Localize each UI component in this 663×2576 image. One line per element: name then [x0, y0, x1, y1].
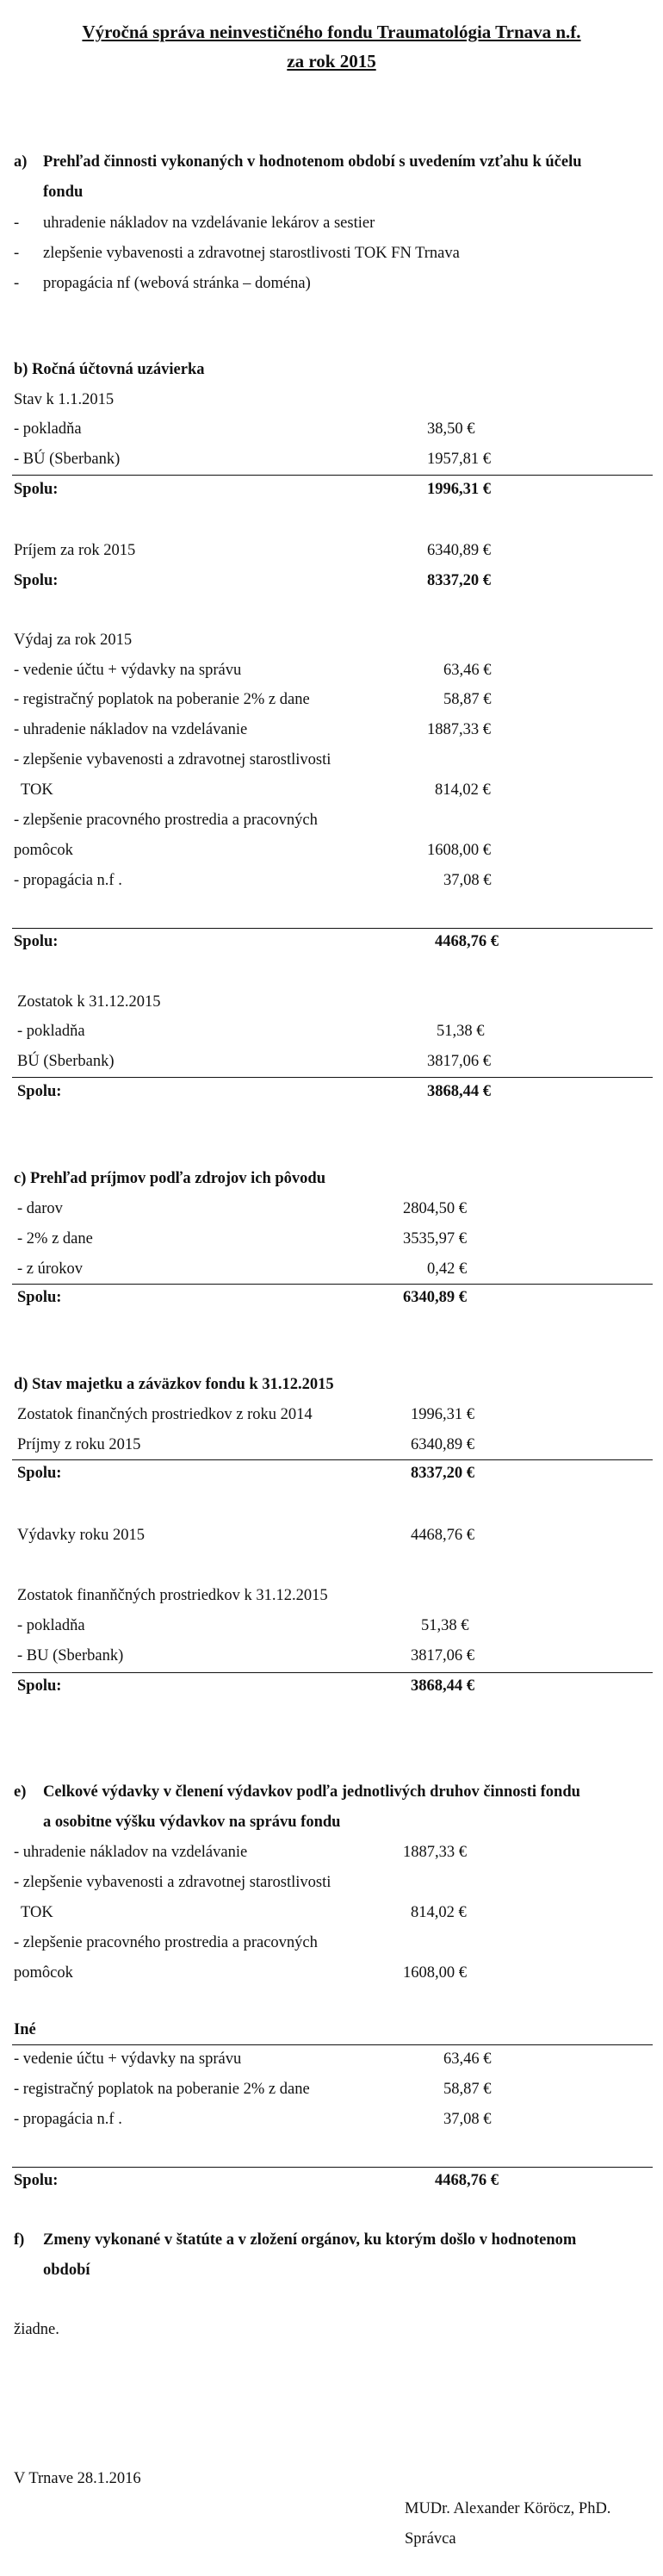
row-label: - vedenie účtu + výdavky na správu: [14, 2050, 242, 2068]
section-f-heading: Zmeny vykonané v štatúte a v zložení orgánov, ku ktorým došlo v hodnotenom: [43, 2231, 577, 2249]
row-value: 814,02 €: [435, 781, 491, 799]
row-value: 1887,33 €: [403, 1844, 467, 1861]
total-label: Spolu:: [17, 1465, 62, 1482]
divider: [12, 475, 653, 476]
row-label: Stav k 1.1.2015: [14, 391, 115, 408]
row-value: 1957,81 €: [427, 451, 491, 468]
section-c-heading: c) Prehľad príjmov podľa zdrojov ich pôvodu: [14, 1170, 326, 1187]
section-e-heading: Celkové výdavky v členení výdavkov podľa jednotlivých druhov činnosti fondu: [43, 1783, 580, 1801]
section-f-heading-cont: období: [43, 2262, 90, 2279]
list-bullet: -: [14, 215, 20, 232]
row-value: 3817,06 €: [411, 1647, 474, 1664]
divider: [12, 928, 653, 929]
row-label: - zlepšenie vybavenosti a zdravotnej starostlivosti: [14, 751, 332, 768]
section-e-heading-cont: a osobitne výšku výdavkov na správu fondu: [43, 1814, 341, 1831]
document-title-year: za rok 2015: [287, 51, 376, 72]
row-label: Výdaj za rok 2015: [14, 632, 133, 649]
total-label: Spolu:: [14, 933, 59, 950]
row-value: 1996,31 €: [411, 1406, 474, 1423]
row-label: Príjem za rok 2015: [14, 542, 136, 559]
row-label: - BU (Sberbank): [17, 1647, 124, 1664]
total-value: 3868,44 €: [411, 1677, 474, 1695]
row-label: pomôcok: [14, 842, 73, 859]
section-a-heading-cont: fondu: [43, 184, 84, 201]
divider: [12, 2167, 653, 2168]
total-value: 4468,76 €: [435, 933, 499, 950]
row-label: - z úrokov: [17, 1260, 84, 1278]
row-value: 63,46 €: [443, 2050, 492, 2068]
row-label: TOK: [21, 1904, 53, 1921]
row-label: pomôcok: [14, 1964, 73, 1982]
row-label: - darov: [17, 1200, 63, 1217]
row-value: 58,87 €: [443, 691, 492, 708]
row-label: - vedenie účtu + výdavky na správu: [14, 662, 242, 679]
row-value: 37,08 €: [443, 872, 492, 889]
row-value: 37,08 €: [443, 2111, 492, 2128]
row-label: BÚ (Sberbank): [17, 1053, 115, 1070]
total-label: Spolu:: [17, 1289, 62, 1306]
divider: [12, 1077, 653, 1078]
row-label: - pokladňa: [17, 1617, 85, 1634]
section-b-heading: b) Ročná účtovná uzávierka: [14, 361, 205, 378]
divider: [12, 1459, 653, 1460]
row-label: TOK: [21, 781, 53, 799]
row-label: Výdavky roku 2015: [17, 1527, 145, 1544]
section-f-text: žiadne.: [14, 2321, 59, 2338]
row-label: - zlepšenie pracovného prostredia a pracovných: [14, 812, 318, 829]
total-value: 1996,31 €: [427, 481, 491, 498]
row-value: 6340,89 €: [411, 1436, 474, 1453]
signatory-role: Správca: [405, 2530, 456, 2548]
row-label: - BÚ (Sberbank): [14, 451, 121, 468]
section-a-letter: a): [14, 153, 28, 171]
row-label: - registračný poplatok na poberanie 2% z dane: [14, 691, 310, 708]
row-label: - uhradenie nákladov na vzdelávanie: [14, 721, 248, 738]
list-item: propagácia nf (webová stránka – doména): [43, 275, 311, 292]
row-value: 0,42 €: [427, 1260, 468, 1278]
row-label: Zostatok k 31.12.2015: [17, 993, 161, 1011]
row-label: - propagácia n.f .: [14, 2111, 122, 2128]
subsection-label: Iné: [14, 2021, 36, 2038]
row-label: Zostatok finančných prostriedkov z roku 2014: [17, 1406, 313, 1423]
section-e-letter: e): [14, 1783, 27, 1801]
row-value: 814,02 €: [411, 1904, 467, 1921]
total-label: Spolu:: [17, 1083, 62, 1100]
row-value: 2804,50 €: [403, 1200, 467, 1217]
section-f-letter: f): [14, 2231, 25, 2249]
place-date: V Trnave 28.1.2016: [14, 2470, 141, 2487]
total-value: 4468,76 €: [435, 2172, 499, 2189]
row-label: - propagácia n.f .: [14, 872, 122, 889]
row-label: - registračný poplatok na poberanie 2% z dane: [14, 2081, 310, 2098]
row-value: 1887,33 €: [427, 721, 491, 738]
row-label: - 2% z dane: [17, 1230, 93, 1248]
row-label: - pokladňa: [17, 1023, 85, 1040]
total-value: 6340,89 €: [403, 1289, 467, 1306]
list-bullet: -: [14, 275, 20, 292]
divider: [12, 2044, 653, 2045]
row-value: 1608,00 €: [403, 1964, 467, 1982]
row-value: 58,87 €: [443, 2081, 492, 2098]
list-item: uhradenie nákladov na vzdelávanie lekárov a sestier: [43, 215, 375, 232]
section-d-heading: d) Stav majetku a záväzkov fondu k 31.12.2015: [14, 1376, 334, 1393]
row-value: 51,38 €: [437, 1023, 485, 1040]
row-label: - uhradenie nákladov na vzdelávanie: [14, 1844, 248, 1861]
row-label: Príjmy z roku 2015: [17, 1436, 141, 1453]
row-value: 51,38 €: [421, 1617, 469, 1634]
list-bullet: -: [14, 245, 20, 262]
list-item: zlepšenie vybavenosti a zdravotnej starostlivosti TOK FN Trnava: [43, 245, 460, 262]
total-label: Spolu:: [14, 481, 59, 498]
row-value: 63,46 €: [443, 662, 492, 679]
signatory-name: MUDr. Alexander Köröcz, PhD.: [405, 2500, 611, 2517]
total-value: 3868,44 €: [427, 1083, 491, 1100]
row-value: 4468,76 €: [411, 1527, 474, 1544]
total-value: 8337,20 €: [427, 572, 491, 589]
divider: [12, 1284, 653, 1285]
total-label: Spolu:: [14, 2172, 59, 2189]
row-value: 3817,06 €: [427, 1053, 491, 1070]
row-label: Zostatok finanňčných prostriedkov k 31.12.2015: [17, 1587, 328, 1604]
row-label: - zlepšenie vybavenosti a zdravotnej starostlivosti: [14, 1874, 332, 1891]
row-value: 3535,97 €: [403, 1230, 467, 1248]
row-value: 6340,89 €: [427, 542, 491, 559]
row-value: 1608,00 €: [427, 842, 491, 859]
row-label: - zlepšenie pracovného prostredia a pracovných: [14, 1934, 318, 1951]
total-label: Spolu:: [14, 572, 59, 589]
row-value: 38,50 €: [427, 420, 475, 438]
section-a-heading: Prehľad činnosti vykonaných v hodnotenom období s uvedením vzťahu k účelu: [43, 153, 582, 171]
total-value: 8337,20 €: [411, 1465, 474, 1482]
divider: [12, 1672, 653, 1673]
document-title: Výročná správa neinvestičného fondu Traumatológia Trnava n.f.: [82, 22, 581, 42]
row-label: - pokladňa: [14, 420, 82, 438]
total-label: Spolu:: [17, 1677, 62, 1695]
